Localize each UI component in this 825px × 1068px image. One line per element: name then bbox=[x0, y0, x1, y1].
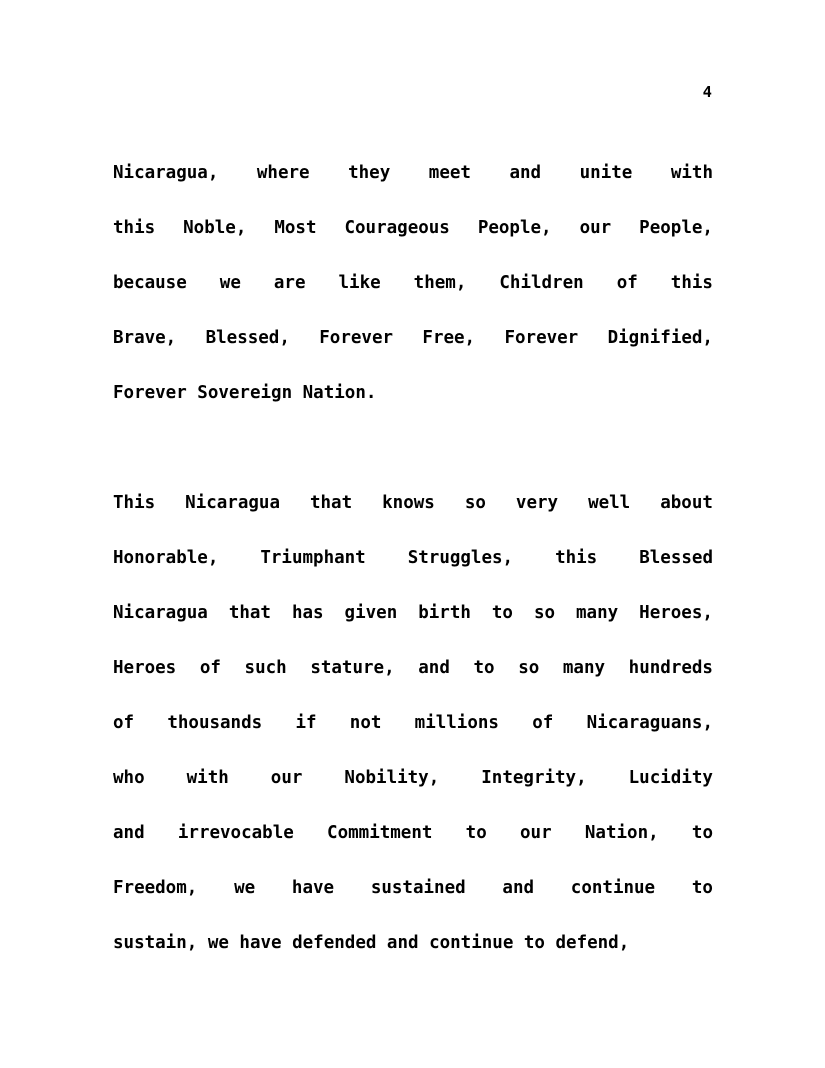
text-line: Heroes of such stature, and to so many hundreds bbox=[113, 658, 713, 678]
text-line: of thousands if not millions of Nicaraguans, bbox=[113, 713, 713, 733]
document-body bbox=[113, 146, 713, 971]
text-line: who with our Nobility, Integrity, Lucidity bbox=[113, 768, 713, 788]
text-line: Nicaragua that has given birth to so many Heroes, bbox=[113, 603, 713, 623]
paragraph bbox=[113, 476, 713, 971]
text-line: Nicaragua, where they meet and unite with bbox=[113, 163, 713, 183]
text-line: Forever Sovereign Nation. bbox=[113, 383, 377, 403]
text-line: sustain, we have defended and continue to defend, bbox=[113, 933, 630, 953]
text-line: this Noble, Most Courageous People, our People, bbox=[113, 218, 713, 238]
text-line: because we are like them, Children of this bbox=[113, 273, 713, 293]
page-number: 4 bbox=[702, 83, 712, 101]
text-line: and irrevocable Commitment to our Nation, to bbox=[113, 823, 713, 843]
paragraph bbox=[113, 146, 713, 421]
text-line: Honorable, Triumphant Struggles, this Blessed bbox=[113, 548, 713, 568]
text-line: Freedom, we have sustained and continue to bbox=[113, 878, 713, 898]
text-line: Brave, Blessed, Forever Free, Forever Dignified, bbox=[113, 328, 713, 348]
text-line: This Nicaragua that knows so very well about bbox=[113, 493, 713, 513]
